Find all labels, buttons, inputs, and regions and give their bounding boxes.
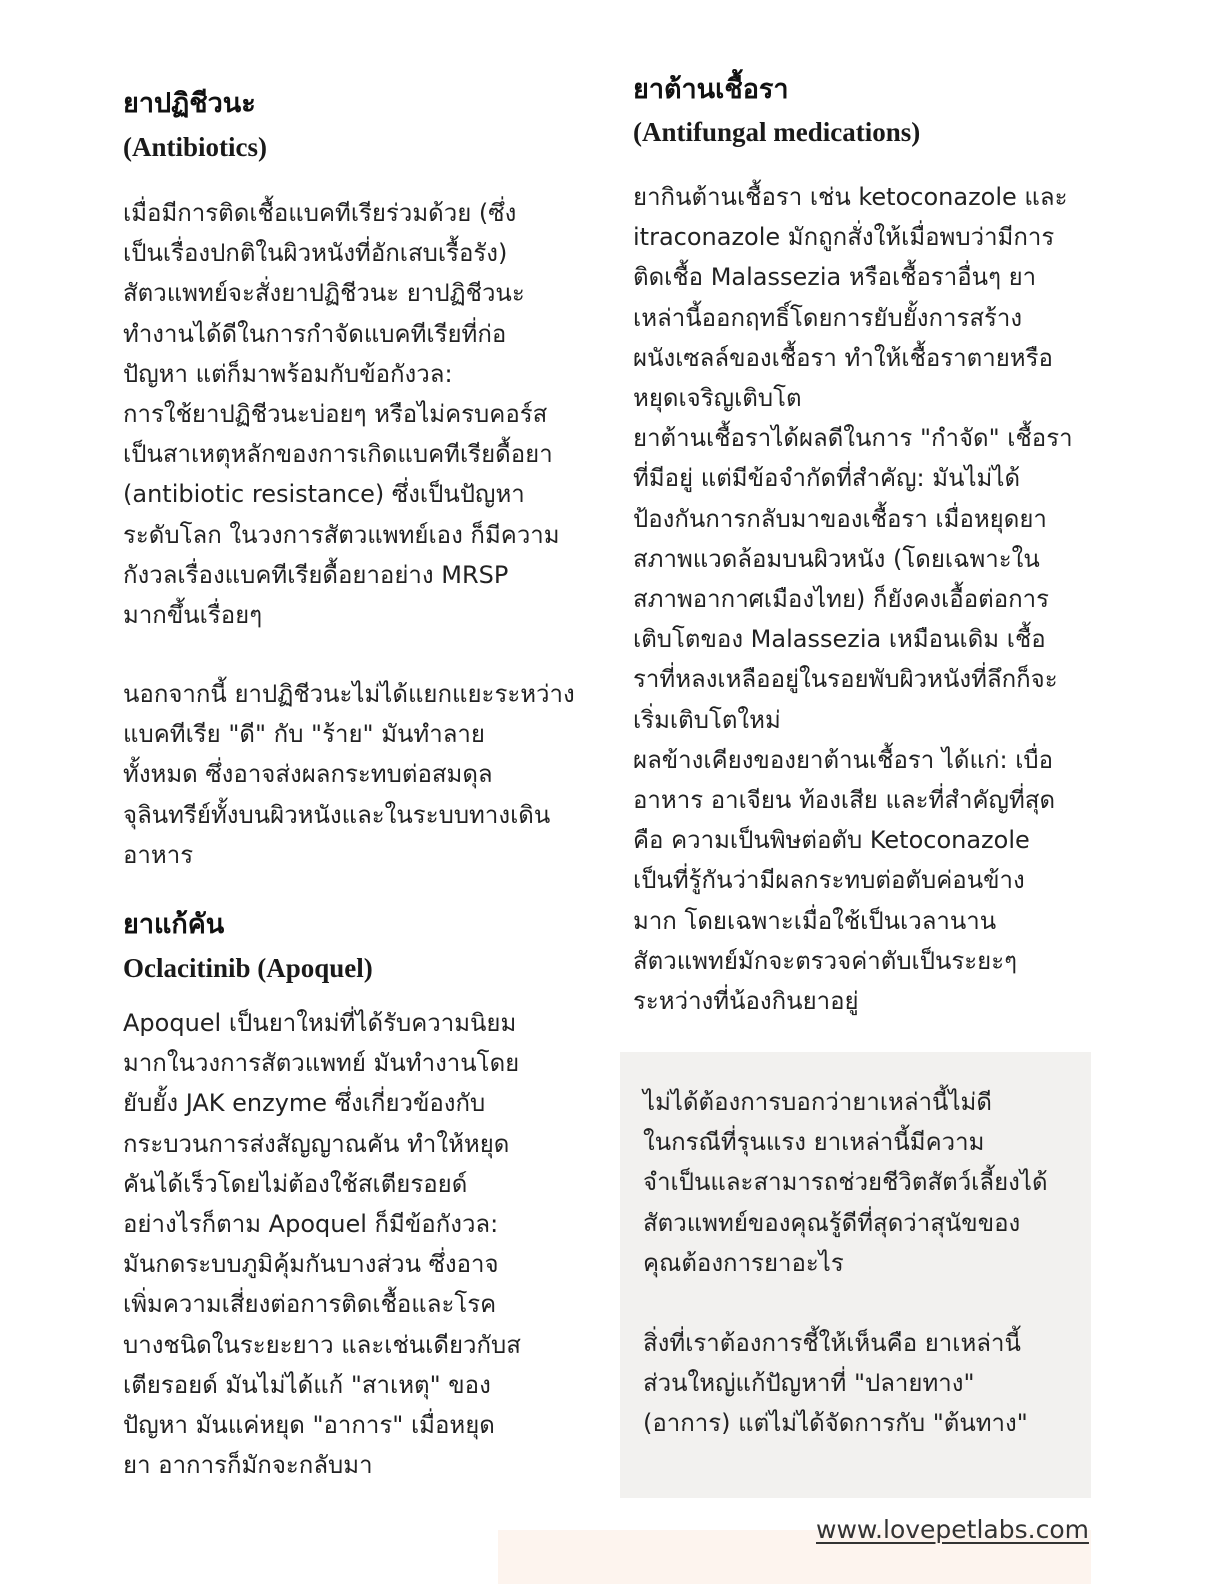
footer-website-link[interactable]: www.lovepetlabs.com	[816, 1515, 1089, 1544]
antifungal-title-en: (Antifungal medications)	[633, 117, 921, 147]
callout-paragraph-2: สิ่งที่เราต้องการชี้ให้เห็นคือ ยาเหล่านี้ ส่วนใหญ่แก้ปัญหาที่ "ปลายทาง" (อาการ) แต่ไม่ได้จัดการกับ "ต้นทาง"	[643, 1329, 1028, 1438]
antiitch-title-th: ยาแก้คัน	[123, 909, 225, 940]
antibiotics-title-en: (Antibiotics)	[123, 132, 267, 162]
antiitch-paragraph: Apoquel เป็นยาใหม่ที่ได้รับความนิยม มากในวงการสัตวแพทย์ มันทำงานโดย ยับยั้ง JAK enzyme ซึ่งเกี่ยวข้องกับ กระบวนการส่งสัญญาณคัน ทำให้หยุด คันได้เร็วโดยไม่ต้องใช้สเตียรอยด์ อย่างไรก็ตาม Apoquel ก็มีข้อกังวล: มันกดระบบภูมิคุ้มกันบางส่วน ซึ่งอาจ เพิ่มความเสี่ยงต่อการติดเชื้อและโรค บางชนิดในระยะยาว และเช่นเดียวกับส เตียรอยด์ มันไม่ได้แก้ "สาเหตุ" ของ ปัญหา มันแค่หยุด "อาการ" เมื่อหยุด ยา อาการก็มักจะกลับมา	[123, 1009, 521, 1480]
antifungal-title-th: ยาต้านเชื้อรา	[633, 74, 789, 105]
antibiotics-title-th: ยาปฏิชีวนะ	[123, 88, 256, 119]
callout-paragraph-1: ไม่ได้ต้องการบอกว่ายาเหล่านี้ไม่ดี ในกรณีที่รุนแรง ยาเหล่านี้มีความ จำเป็นและสามารถช่วยชีวิตสัตว์เลี้ยงได้ สัตวแพทย์ของคุณรู้ดีที่สุดว่าสุนัขของ คุณต้องการยาอะไร	[643, 1088, 1048, 1277]
antibiotics-paragraph-2: นอกจากนี้ ยาปฏิชีวนะไม่ได้แยกแยะระหว่าง แบคทีเรีย "ดี" กับ "ร้าย" มันทำลาย ทั้งหมด ซึ่งอาจส่งผลกระทบต่อสมดุล จุลินทรีย์ทั้งบนผิวหนังและในระบบทางเดิน อาหาร	[123, 680, 575, 869]
antibiotics-paragraph-1: เมื่อมีการติดเชื้อแบคทีเรียร่วมด้วย (ซึ่ง เป็นเรื่องปกติในผิวหนังที่อักเสบเรื้อรัง) สัตวแพทย์จะสั่งยาปฏิชีวนะ ยาปฏิชีวนะ ทำงานได้ดีในการกำจัดแบคทีเรียที่ก่อ ปัญหา แต่ก็มาพร้อมกับข้อกังวล: การใช้ยาปฏิชีวนะบ่อยๆ หรือไม่ครบคอร์ส เป็นสาเหตุหลักของการเกิดแบคทีเรียดื้อยา (antibiotic resistance) ซึ่งเป็นปัญหา ระดับโลก ในวงการสัตวแพทย์เอง ก็มีความ กังวลเรื่องแบคทีเรียดื้อยาอย่าง MRSP มากขึ้นเรื่อยๆ	[123, 199, 560, 630]
callout-box	[620, 1052, 1091, 1498]
antifungal-paragraph: ยากินต้านเชื้อรา เช่น ketoconazole และ itraconazole มักถูกสั่งให้เมื่อพบว่ามีการ ติดเชื้อ Malassezia หรือเชื้อราอื่นๆ ยา เหล่านี้ออกฤทธิ์โดยการยับยั้งการสร้าง ผนังเซลล์ของเชื้อรา ทำให้เชื้อราตายหรือ หยุดเจริญเติบโต ยาต้านเชื้อราได้ผลดีในการ "กำจัด" เชื้อรา ที่มีอยู่ แต่มีข้อจำกัดที่สำคัญ: มันไม่ได้ ป้องกันการกลับมาของเชื้อรา เมื่อหยุดยา สภาพแวดล้อมบนผิวหนัง (โดยเฉพาะใน สภาพอากาศเมืองไทย) ก็ยังคงเอื้อต่อการ เติบโตของ Malassezia เหมือนเดิม เชื้อ ราที่หลงเหลืออยู่ในรอยพับผิวหนังที่ลึกก็จะ เริ่มเติบโตใหม่ ผลข้างเคียงของยาต้านเชื้อรา ได้แก่: เบื่อ อาหาร อาเจียน ท้องเสีย และที่สำคัญที่สุด คือ ความเป็นพิษต่อตับ Ketoconazole เป็นที่รู้กันว่ามีผลกระทบต่อตับค่อนข้าง มาก โดยเฉพาะเมื่อใช้เป็นเวลานาน สัตวแพทย์มักจะตรวจค่าตับเป็นระยะๆ ระหว่างที่น้องกินยาอยู่	[633, 183, 1073, 1016]
antiitch-title-en: Oclacitinib (Apoquel)	[123, 953, 373, 983]
